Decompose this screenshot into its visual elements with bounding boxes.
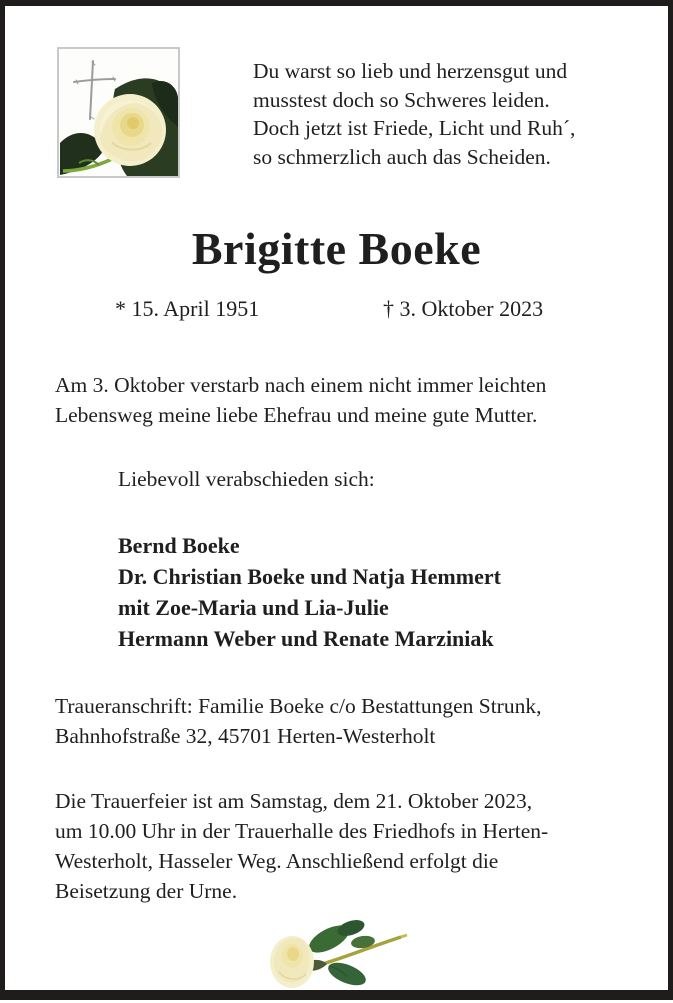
life-dates — [5, 296, 668, 328]
cross-rose-image — [57, 47, 180, 178]
rose-flower — [270, 936, 314, 988]
deceased-name: Brigitte Boeke — [191, 223, 482, 274]
funeral-line: um 10.00 Uhr in der Trauerhalle des Friedhofs in Herten- — [55, 819, 549, 843]
mourners-list — [118, 530, 501, 654]
rose-flower — [94, 94, 166, 166]
cross-rose-photo — [57, 47, 180, 178]
address-line: Bahnhofstraße 32, 45701 Herten-Westerholt — [55, 724, 436, 748]
white-rose-photo — [267, 906, 412, 998]
address-line: Traueranschrift: Familie Boeke c/o Bestattungen Strunk, — [55, 694, 542, 718]
mourner-line: Bernd Boeke — [118, 533, 240, 558]
poem-line: Du warst so lieb und herzensgut und — [253, 59, 568, 83]
funeral-line: Beisetzung der Urne. — [55, 879, 238, 903]
farewell-label: Liebevoll verabschieden sich: — [118, 467, 375, 491]
mourner-line: Hermann Weber und Renate Marziniak — [118, 626, 494, 651]
funeral-info — [55, 786, 548, 906]
rose-stem — [401, 935, 407, 937]
funeral-line: Die Trauerfeier ist am Samstag, dem 21. Oktober 2023, — [55, 789, 533, 813]
poem-line: Doch jetzt ist Friede, Licht und Ruh´, — [253, 116, 576, 140]
mourner-line: mit Zoe-Maria und Lia-Julie — [118, 595, 389, 620]
rose-image — [267, 906, 412, 998]
poem-line: so schmerzlich auch das Scheiden. — [253, 144, 551, 169]
mourning-address — [55, 691, 541, 751]
death-date: † 3. Oktober 2023 — [383, 296, 544, 321]
poem-line: musstest doch so Schweres leiden. — [253, 87, 550, 112]
birth-date: * 15. April 1951 — [115, 296, 260, 321]
intro-line: Am 3. Oktober verstarb nach einem nicht immer leichten — [55, 373, 547, 397]
mourner-line: Dr. Christian Boeke und Natja Hemmert — [118, 564, 501, 589]
rose-leaves — [305, 917, 376, 990]
intro-paragraph — [55, 370, 546, 430]
funeral-line: Westerholt, Hasseler Weg. Anschließend erfolgt die — [55, 849, 499, 873]
memorial-poem — [253, 57, 575, 171]
intro-line: Lebensweg meine liebe Ehefrau und meine gute Mutter. — [55, 403, 538, 427]
